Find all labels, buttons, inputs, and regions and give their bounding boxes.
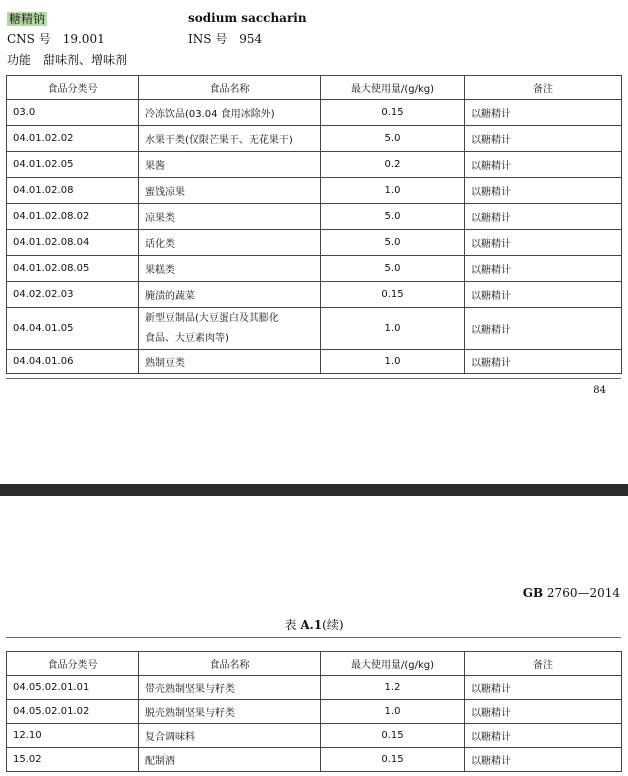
cell-name: 脱壳熟制坚果与籽类	[139, 700, 321, 724]
cell-amount: 0.15	[321, 724, 465, 748]
cell-name	[139, 308, 321, 350]
cell-note: 以糖精计	[465, 126, 622, 152]
cell-name: 水果干类(仅限芒果干、无花果干)	[139, 126, 321, 152]
ins-value: 954	[239, 32, 263, 46]
name-en: sodium saccharin	[188, 11, 307, 25]
ins-label: INS 号	[188, 32, 228, 46]
cell-note: 以糖精计	[465, 700, 622, 724]
cell-code: 04.01.02.08.05	[7, 256, 139, 282]
caption-suffix: (续)	[322, 618, 344, 632]
cell-code: 04.04.01.06	[7, 350, 139, 374]
cell-name: 熟制豆类	[139, 350, 321, 374]
cell-code: 15.02	[7, 748, 139, 772]
function-row	[7, 51, 127, 69]
table-row	[7, 178, 622, 204]
cell-name: 凉果类	[139, 204, 321, 230]
cell-amount: 5.0	[321, 126, 465, 152]
table-row	[7, 748, 622, 772]
cell-name: 配制酒	[139, 748, 321, 772]
col-header-amount: 最大使用量/(g/kg)	[321, 76, 465, 100]
cell-amount: 1.0	[321, 350, 465, 374]
cell-name: 果酱	[139, 152, 321, 178]
cell-name: 带壳熟制坚果与籽类	[139, 676, 321, 700]
cell-amount: 0.15	[321, 748, 465, 772]
table-row	[7, 700, 622, 724]
table-row	[7, 126, 622, 152]
cell-code: 03.0	[7, 100, 139, 126]
usage-table-1	[6, 75, 622, 374]
cell-amount: 0.15	[321, 100, 465, 126]
cell-amount: 5.0	[321, 256, 465, 282]
cell-note: 以糖精计	[465, 204, 622, 230]
table-caption	[0, 616, 628, 633]
cell-name: 话化类	[139, 230, 321, 256]
name-cn: 糖精钠	[9, 12, 46, 26]
col-header-code: 食品分类号	[7, 76, 139, 100]
cell-name: 果糕类	[139, 256, 321, 282]
table-row	[7, 230, 622, 256]
cell-code: 04.02.02.03	[7, 282, 139, 308]
caption-label: A.1	[300, 618, 323, 632]
table-row	[7, 256, 622, 282]
standard-number	[523, 586, 620, 600]
cell-code: 04.05.02.01.01	[7, 676, 139, 700]
cell-amount: 1.0	[321, 308, 465, 350]
col-header-amount: 最大使用量/(g/kg)	[321, 652, 465, 676]
gb-number: 2760—2014	[546, 586, 620, 600]
cell-note: 以糖精计	[465, 676, 622, 700]
gb-prefix: GB	[522, 586, 544, 600]
table-row	[7, 204, 622, 230]
cell-name: 冷冻饮品(03.04 食用冰除外)	[139, 100, 321, 126]
cell-amount: 5.0	[321, 230, 465, 256]
table-row	[7, 152, 622, 178]
table-header-row	[7, 76, 622, 100]
cell-name-line-2: 食品、大豆素肉等)	[145, 332, 229, 344]
code-row	[7, 30, 263, 48]
cell-note: 以糖精计	[465, 350, 622, 374]
name-row	[7, 9, 307, 27]
cell-note: 以糖精计	[465, 724, 622, 748]
cell-name: 腌渍的蔬菜	[139, 282, 321, 308]
cell-code: 04.01.02.05	[7, 152, 139, 178]
table-row	[7, 676, 622, 700]
cell-name: 蜜饯凉果	[139, 178, 321, 204]
table-header-row	[7, 652, 622, 676]
table-row	[7, 100, 622, 126]
cell-code: 04.05.02.01.02	[7, 700, 139, 724]
cell-note: 以糖精计	[465, 282, 622, 308]
caption-prefix: 表	[284, 618, 297, 632]
col-header-name: 食品名称	[139, 76, 321, 100]
table-row	[7, 350, 622, 374]
cell-note: 以糖精计	[465, 152, 622, 178]
usage-table-2	[6, 651, 622, 772]
table-row	[7, 724, 622, 748]
ins-group	[188, 30, 262, 48]
cell-note: 以糖精计	[465, 748, 622, 772]
col-header-note: 备注	[465, 652, 622, 676]
cell-note: 以糖精计	[465, 178, 622, 204]
col-header-note: 备注	[465, 76, 622, 100]
function-label: 功能	[7, 53, 32, 67]
cell-code: 04.04.01.05	[7, 308, 139, 350]
table-row	[7, 282, 622, 308]
table-row	[7, 308, 622, 350]
cns-value: 19.001	[62, 32, 105, 46]
cell-name-line-1: 新型豆制品(大豆蛋白及其膨化	[145, 312, 279, 324]
cell-note: 以糖精计	[465, 256, 622, 282]
cell-code: 12.10	[7, 724, 139, 748]
cell-note: 以糖精计	[465, 100, 622, 126]
col-header-name: 食品名称	[139, 652, 321, 676]
cell-amount: 0.15	[321, 282, 465, 308]
cell-note: 以糖精计	[465, 230, 622, 256]
cell-code: 04.01.02.08	[7, 178, 139, 204]
cell-code: 04.01.02.02	[7, 126, 139, 152]
caption-divider	[6, 637, 621, 638]
cell-amount: 1.0	[321, 700, 465, 724]
cell-note: 以糖精计	[465, 308, 622, 350]
col-header-code: 食品分类号	[7, 652, 139, 676]
cell-name: 复合调味料	[139, 724, 321, 748]
function-value: 甜味剂、增味剂	[43, 53, 128, 67]
cell-amount: 1.0	[321, 178, 465, 204]
page-break-bar	[0, 484, 628, 496]
page-number: 84	[593, 385, 606, 396]
cns-label: CNS 号	[7, 32, 51, 46]
cell-code: 04.01.02.08.02	[7, 204, 139, 230]
cell-amount: 0.2	[321, 152, 465, 178]
cell-amount: 5.0	[321, 204, 465, 230]
page-divider	[6, 378, 621, 379]
cell-amount: 1.2	[321, 676, 465, 700]
cell-code: 04.01.02.08.04	[7, 230, 139, 256]
